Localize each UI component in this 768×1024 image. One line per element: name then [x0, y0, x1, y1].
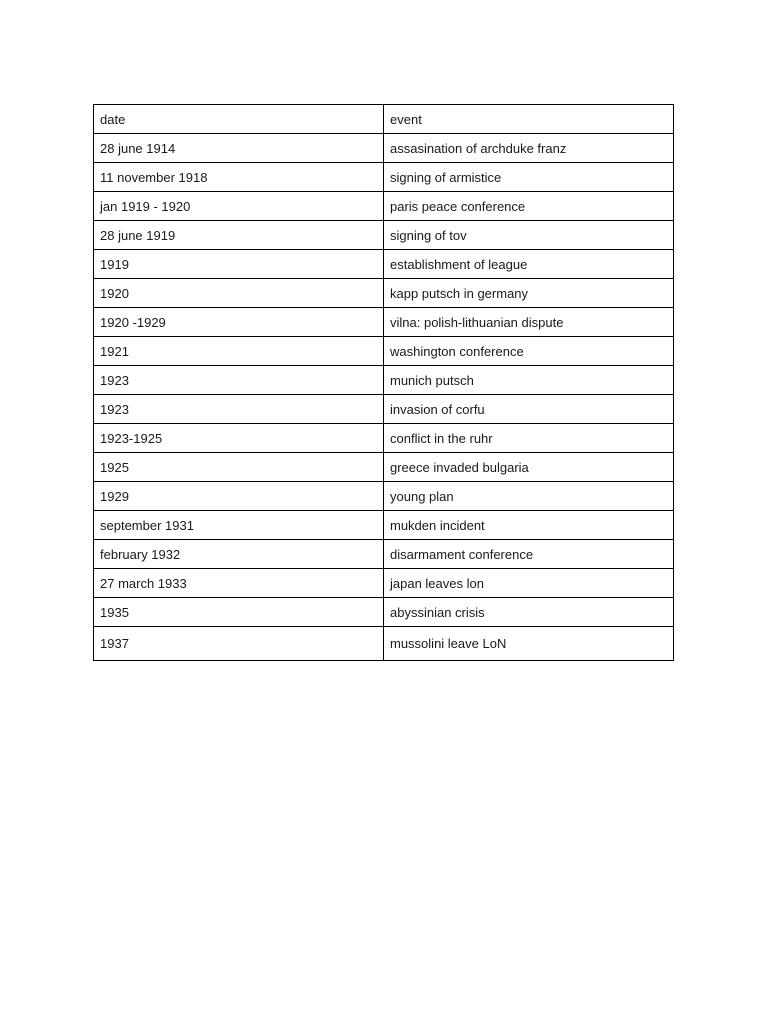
- table-row: [94, 482, 674, 511]
- date-cell: 1923: [94, 395, 384, 424]
- date-cell: february 1932: [94, 540, 384, 569]
- event-cell: establishment of league: [384, 250, 674, 279]
- event-cell: conflict in the ruhr: [384, 424, 674, 453]
- table-row: [94, 221, 674, 250]
- event-cell: signing of tov: [384, 221, 674, 250]
- table-row: [94, 134, 674, 163]
- date-cell: 1925: [94, 453, 384, 482]
- event-cell: mussolini leave LoN: [384, 627, 674, 661]
- date-cell: 1920 -1929: [94, 308, 384, 337]
- date-cell: 1919: [94, 250, 384, 279]
- date-cell: 28 june 1919: [94, 221, 384, 250]
- header-event-cell: event: [384, 105, 674, 134]
- event-cell: young plan: [384, 482, 674, 511]
- table-row: [94, 627, 674, 661]
- table-row: [94, 163, 674, 192]
- date-cell: 1923-1925: [94, 424, 384, 453]
- date-cell: 1921: [94, 337, 384, 366]
- table-row: [94, 308, 674, 337]
- event-cell: assasination of archduke franz: [384, 134, 674, 163]
- date-cell: september 1931: [94, 511, 384, 540]
- date-cell: 1937: [94, 627, 384, 661]
- table-row: [94, 337, 674, 366]
- event-cell: greece invaded bulgaria: [384, 453, 674, 482]
- date-cell: jan 1919 - 1920: [94, 192, 384, 221]
- event-cell: munich putsch: [384, 366, 674, 395]
- table-row: [94, 424, 674, 453]
- table-body: [94, 105, 674, 661]
- event-cell: vilna: polish-lithuanian dispute: [384, 308, 674, 337]
- event-cell: signing of armistice: [384, 163, 674, 192]
- table-row: [94, 511, 674, 540]
- event-cell: kapp putsch in germany: [384, 279, 674, 308]
- table-row: [94, 598, 674, 627]
- date-cell: 28 june 1914: [94, 134, 384, 163]
- table-header-row: [94, 105, 674, 134]
- table-row: [94, 395, 674, 424]
- date-cell: 1935: [94, 598, 384, 627]
- table-row: [94, 192, 674, 221]
- date-cell: 1920: [94, 279, 384, 308]
- date-cell: 1923: [94, 366, 384, 395]
- event-cell: disarmament conference: [384, 540, 674, 569]
- date-cell: 27 march 1933: [94, 569, 384, 598]
- event-cell: paris peace conference: [384, 192, 674, 221]
- table-row: [94, 250, 674, 279]
- date-cell: 11 november 1918: [94, 163, 384, 192]
- timeline-table: [93, 104, 674, 661]
- event-cell: mukden incident: [384, 511, 674, 540]
- table-row: [94, 366, 674, 395]
- table-row: [94, 453, 674, 482]
- header-date-cell: date: [94, 105, 384, 134]
- table-row: [94, 569, 674, 598]
- date-cell: 1929: [94, 482, 384, 511]
- event-cell: invasion of corfu: [384, 395, 674, 424]
- event-cell: abyssinian crisis: [384, 598, 674, 627]
- table-row: [94, 279, 674, 308]
- event-cell: washington conference: [384, 337, 674, 366]
- event-cell: japan leaves lon: [384, 569, 674, 598]
- table-row: [94, 540, 674, 569]
